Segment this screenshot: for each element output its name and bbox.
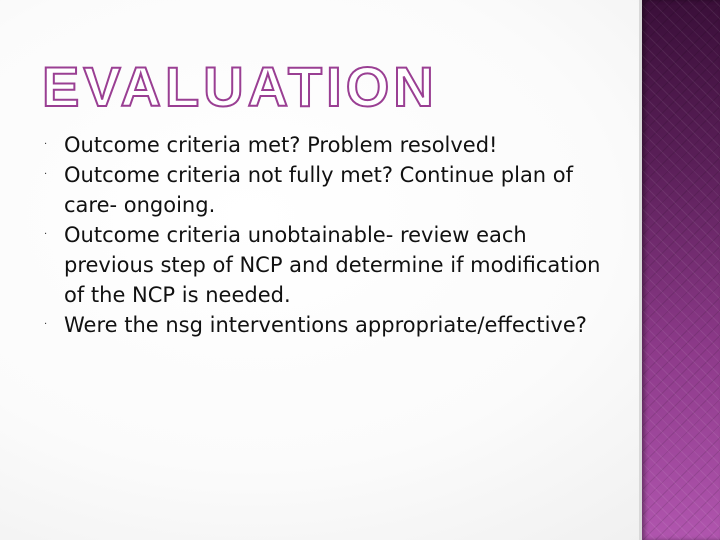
slide-title-text: EVALUATION [42, 58, 438, 118]
decorative-side-panel [642, 0, 720, 540]
bullet-item [44, 220, 604, 310]
bullet-text: Outcome criteria met? Problem resolved! [64, 133, 498, 157]
bullet-text: Were the nsg interventions appropriate/effective? [64, 313, 587, 337]
bullet-item [44, 310, 604, 340]
bullet-text: Outcome criteria not fully met? Continue plan of care- ongoing. [64, 163, 574, 217]
slide-title-outline-text [40, 58, 600, 118]
bullet-dot-icon: · [44, 169, 48, 180]
bullet-dot-icon: · [44, 139, 48, 150]
slide-title [40, 58, 600, 118]
bullet-item [44, 160, 604, 220]
bullet-dot-icon: · [44, 229, 48, 240]
bullet-item [44, 130, 604, 160]
bullet-list [44, 130, 604, 340]
bullet-text: Outcome criteria unobtainable- review each previous step of NCP and determine if modification of the NCP is needed. [64, 223, 601, 307]
bullet-dot-icon: · [44, 319, 48, 330]
